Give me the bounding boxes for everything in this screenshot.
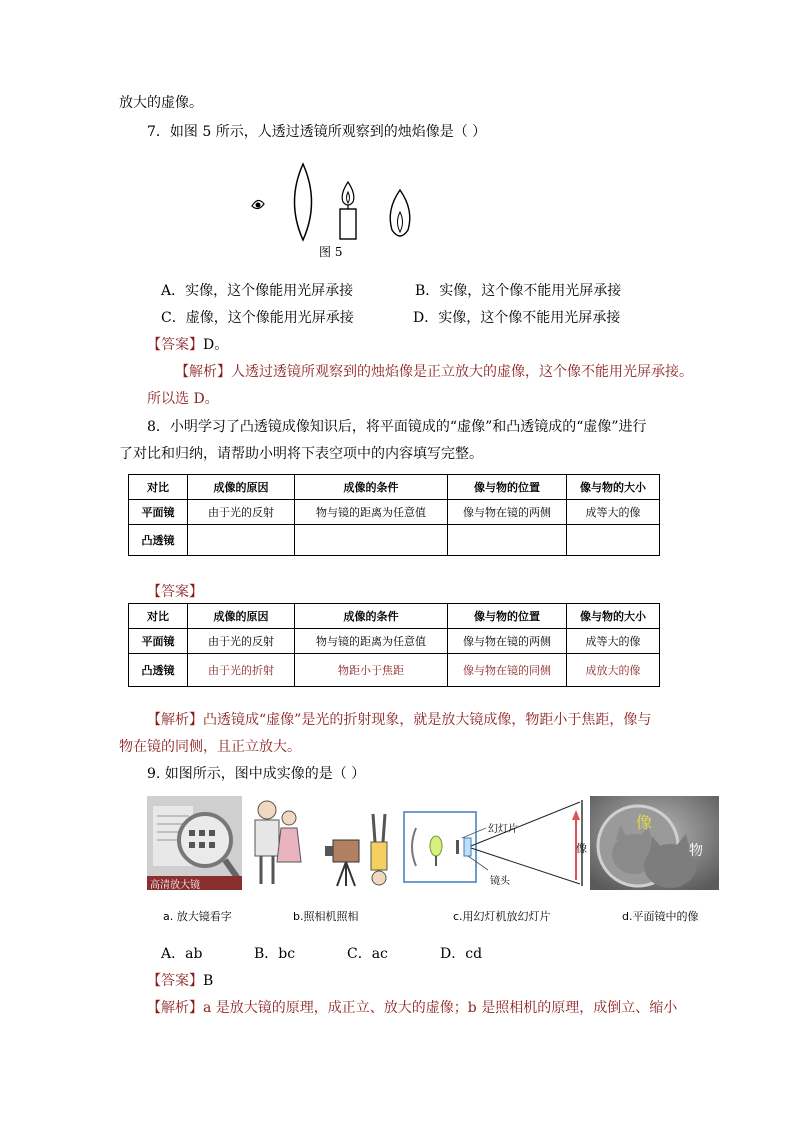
convex-lens-icon (295, 164, 312, 240)
q7-answer (147, 335, 228, 355)
figure-5-caption: 图 5 (319, 245, 343, 259)
table-header: 像与物的位置 (448, 475, 567, 500)
q9-answer (147, 971, 213, 991)
answer-value: B (203, 973, 214, 989)
lens-label: 镜头 (490, 876, 510, 887)
q7-option-d: D．实像，这个像不能用光屏承接 (413, 310, 621, 326)
analysis-label: 【解析】 (147, 712, 203, 728)
mirror-cat-photo (590, 796, 719, 890)
answer-value: D。 (203, 337, 229, 353)
table-cell: 凸透镜 (129, 525, 188, 556)
q9-caption-c: c.用幻灯机放幻灯片 (453, 910, 551, 923)
candle-icon (340, 182, 356, 239)
table-header: 像与物的大小 (567, 475, 660, 500)
table-cell-blank (295, 525, 448, 556)
q9-stem: 9. 如图所示，图中成实像的是（ ） (147, 766, 366, 782)
table-cell: 像与物在镜的两侧 (448, 629, 567, 654)
table-header: 像与物的位置 (448, 604, 567, 629)
q9-option-b: B．bc (254, 946, 296, 962)
table-row (129, 500, 660, 525)
q9-option-a: A．ab (161, 946, 203, 962)
image-label: 像 (636, 813, 653, 832)
flame-image-icon (390, 190, 410, 236)
table-row (129, 629, 660, 654)
table-header: 对比 (129, 604, 188, 629)
table-cell: 平面镜 (129, 629, 188, 654)
table-cell: 物与镜的距离为任意值 (295, 500, 448, 525)
q9-analysis (147, 998, 677, 1018)
q9-option-d: D．cd (440, 946, 483, 962)
slide-label: 幻灯片 (488, 824, 518, 835)
q8-table (128, 474, 660, 556)
q7-option-b: B．实像，这个像不能用光屏承接 (415, 283, 622, 299)
table-cell-blank (567, 525, 660, 556)
analysis-text: a 是放大镜的原理，成正立、放大的虚像；b 是照相机的原理，成倒立、缩小 (203, 1000, 678, 1016)
q9-option-c: C．ac (347, 946, 388, 962)
q8-analysis (147, 710, 651, 730)
image-label: 像 (576, 842, 587, 855)
table-cell: 由于光的反射 (188, 500, 295, 525)
analysis-text: 人透过透镜所观察到的烛焰像是正立放大的虚像，这个像不能用光屏承接。 (231, 364, 693, 380)
table-row (129, 525, 660, 556)
q8-answer-table (128, 603, 660, 687)
magnifier-photo-label: 高清放大镜 (150, 880, 200, 890)
eye-icon (252, 200, 264, 208)
table-cell-answer: 成放大的像 (567, 654, 660, 687)
magnifier-icon (179, 814, 231, 866)
table-cell-answer: 像与物在镜的同侧 (448, 654, 567, 687)
table-cell: 物与镜的距离为任意值 (295, 629, 448, 654)
object-label: 物 (689, 843, 703, 859)
table-header: 成像的条件 (295, 604, 448, 629)
table-header: 成像的原因 (188, 475, 295, 500)
analysis-label: 【解析】 (175, 364, 231, 380)
table-header: 成像的原因 (188, 604, 295, 629)
q7-analysis-cont: 所以选 D。 (147, 391, 219, 407)
table-cell: 凸透镜 (129, 654, 188, 687)
q9-caption-a: a. 放大镜看字 (163, 910, 232, 923)
q8-analysis-cont: 物在镜的同侧，且正立放大。 (119, 739, 301, 755)
q7-option-c: C．虚像，这个像能用光屏承接 (161, 310, 354, 326)
table-cell: 平面镜 (129, 500, 188, 525)
table-cell: 像与物在镜的两侧 (448, 500, 567, 525)
figure-5-diagram (248, 160, 418, 242)
q8-stem-line1: 8．小明学习了凸透镜成像知识后，将平面镜成的“虚像”和凸透镜成的“虚像”进行 (147, 419, 647, 435)
table-header-row (129, 604, 660, 629)
q9-caption-b: b.照相机照相 (293, 910, 359, 923)
answer-label: 【答案】 (147, 973, 203, 989)
table-header: 成像的条件 (295, 475, 448, 500)
camera-photo (247, 796, 397, 890)
table-header: 像与物的大小 (567, 604, 660, 629)
table-cell-answer: 由于光的折射 (188, 654, 295, 687)
q8-answer-label: 【答案】 (147, 584, 203, 600)
q7-option-a: A．实像，这个像能用光屏承接 (161, 283, 354, 299)
table-cell-blank (448, 525, 567, 556)
analysis-label: 【解析】 (147, 1000, 203, 1016)
q7-stem: 7．如图 5 所示，人透过透镜所观察到的烛焰像是（ ） (147, 124, 487, 140)
table-cell-answer: 物距小于焦距 (295, 654, 448, 687)
q7-analysis (175, 362, 693, 382)
q9-caption-d: d.平面镜中的像 (622, 910, 699, 923)
answer-label: 【答案】 (147, 337, 203, 353)
table-cell: 成等大的像 (567, 500, 660, 525)
q8-stem-line2: 了对比和归纳，请帮助小明将下表空项中的内容填写完整。 (119, 446, 483, 462)
continued-text: 放大的虚像。 (119, 95, 203, 111)
table-cell: 由于光的反射 (188, 629, 295, 654)
table-header-row (129, 475, 660, 500)
table-cell-blank (188, 525, 295, 556)
table-row (129, 654, 660, 687)
table-header: 对比 (129, 475, 188, 500)
table-cell: 成等大的像 (567, 629, 660, 654)
magnifier-photo (147, 796, 242, 890)
analysis-text: 凸透镜成“虚像”是光的折射现象，就是放大镜成像，物距小于焦距，像与 (203, 712, 652, 728)
